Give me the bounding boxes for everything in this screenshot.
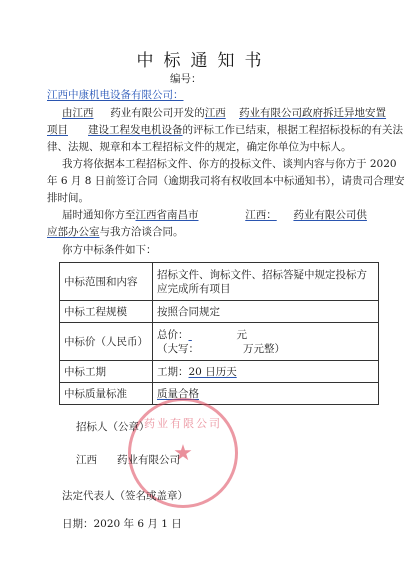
tenderer-name: [76, 453, 180, 467]
duration-prefix: 工期：: [157, 365, 189, 378]
project-name-part: 药业有限公司政府拆迁异地安置: [239, 107, 387, 119]
meeting-intro: 届时通知你方至: [62, 209, 136, 221]
paragraph-1-line-2: [47, 123, 403, 137]
paragraph-2-line-1: 我方将依据本工程招标文件、你方的投标文件、谈判内容与你方于 2020: [62, 158, 397, 170]
price-capital-blank: [199, 342, 243, 356]
row-label-quality: 中标质量标准: [60, 383, 153, 405]
row-value-duration: [153, 361, 379, 383]
paragraph-3-line-2: [47, 225, 184, 239]
row-label-scope: 中标范围和内容: [60, 263, 153, 301]
developer-name-prefix: 由江西: [62, 107, 94, 119]
legal-representative-label: 法定代表人（签名或盖章）: [62, 490, 188, 502]
meeting-purpose: 与我方洽谈合同。: [99, 226, 184, 238]
table-row: [60, 361, 379, 383]
row-value-price: [153, 323, 379, 361]
seal-text: 药业有限公司: [144, 417, 222, 430]
paragraph-2-line-2: 年 6 月 8 日前签订合同（逾期我司将有权收回本中标通知书），请贵司合理安: [47, 175, 405, 187]
tenderer-label: 招标人（公章）: [76, 421, 150, 433]
bid-section-name: 建设工程发电机设备: [88, 124, 183, 136]
recipient-name: 江西中康机电设备有限公司：: [47, 89, 184, 101]
price-total-line: [157, 328, 374, 342]
developer-name-suffix: 药业有限公司开发的: [110, 107, 205, 119]
price-capital-unit: 万元整）: [243, 342, 285, 355]
seal-star-icon: ★: [173, 441, 193, 466]
paragraph-2-line-3: 排时间。: [47, 192, 89, 204]
row-value-scope: 招标文件、询标文件、招标答疑中规定投标方应完成所有项目: [153, 263, 379, 301]
paragraph-1-line-3: 律、法规、规章和本工程招标文件的规定，确定你单位为中标人。: [47, 141, 352, 153]
price-total-label: 总价：: [157, 328, 189, 341]
table-row: [60, 301, 379, 323]
paragraph-1-line-1: [62, 106, 386, 120]
price-capital-line: [157, 342, 374, 356]
row-label-scale: 中标工程规模: [60, 301, 153, 323]
award-conditions-table: [59, 262, 379, 405]
document-number-label: 编号：: [170, 73, 202, 85]
meeting-city: 江西省南昌市: [135, 209, 199, 221]
row-value-scale: 按照合同规定: [153, 301, 379, 323]
tenderer-name-prefix: 江西: [76, 454, 97, 466]
paragraph-1-text: 的评标工作已结束，根据工程招标投标的有关法: [182, 124, 404, 136]
paragraph-3-line-1: [62, 208, 367, 222]
document-date: 日期：2020 年 6 月 1 日: [62, 518, 182, 530]
duration-value: 20 日历天: [188, 365, 237, 378]
document-title: 中标通知书: [136, 51, 272, 71]
conditions-intro: 你方中标条件如下：: [62, 244, 157, 256]
project-owner-prefix: 江西: [204, 107, 226, 119]
price-total-unit: 元: [236, 328, 247, 341]
price-total-blank: [189, 328, 237, 342]
meeting-company-suffix: 药业有限公司供: [293, 209, 367, 221]
tenderer-name-suffix: 药业有限公司: [117, 454, 181, 466]
row-label-duration: 中标工期: [60, 361, 153, 383]
table-row: [60, 263, 379, 301]
meeting-office: 应部办公室: [47, 226, 100, 238]
meeting-company-prefix: 江西：: [245, 209, 277, 221]
price-capital-label: （大写：: [157, 342, 199, 355]
row-label-price: 中标价（人民币）: [60, 323, 153, 361]
table-row: [60, 383, 379, 405]
table-row: [60, 323, 379, 361]
quality-value: 质量合格: [157, 387, 199, 400]
project-name-end: 项目: [47, 124, 68, 136]
